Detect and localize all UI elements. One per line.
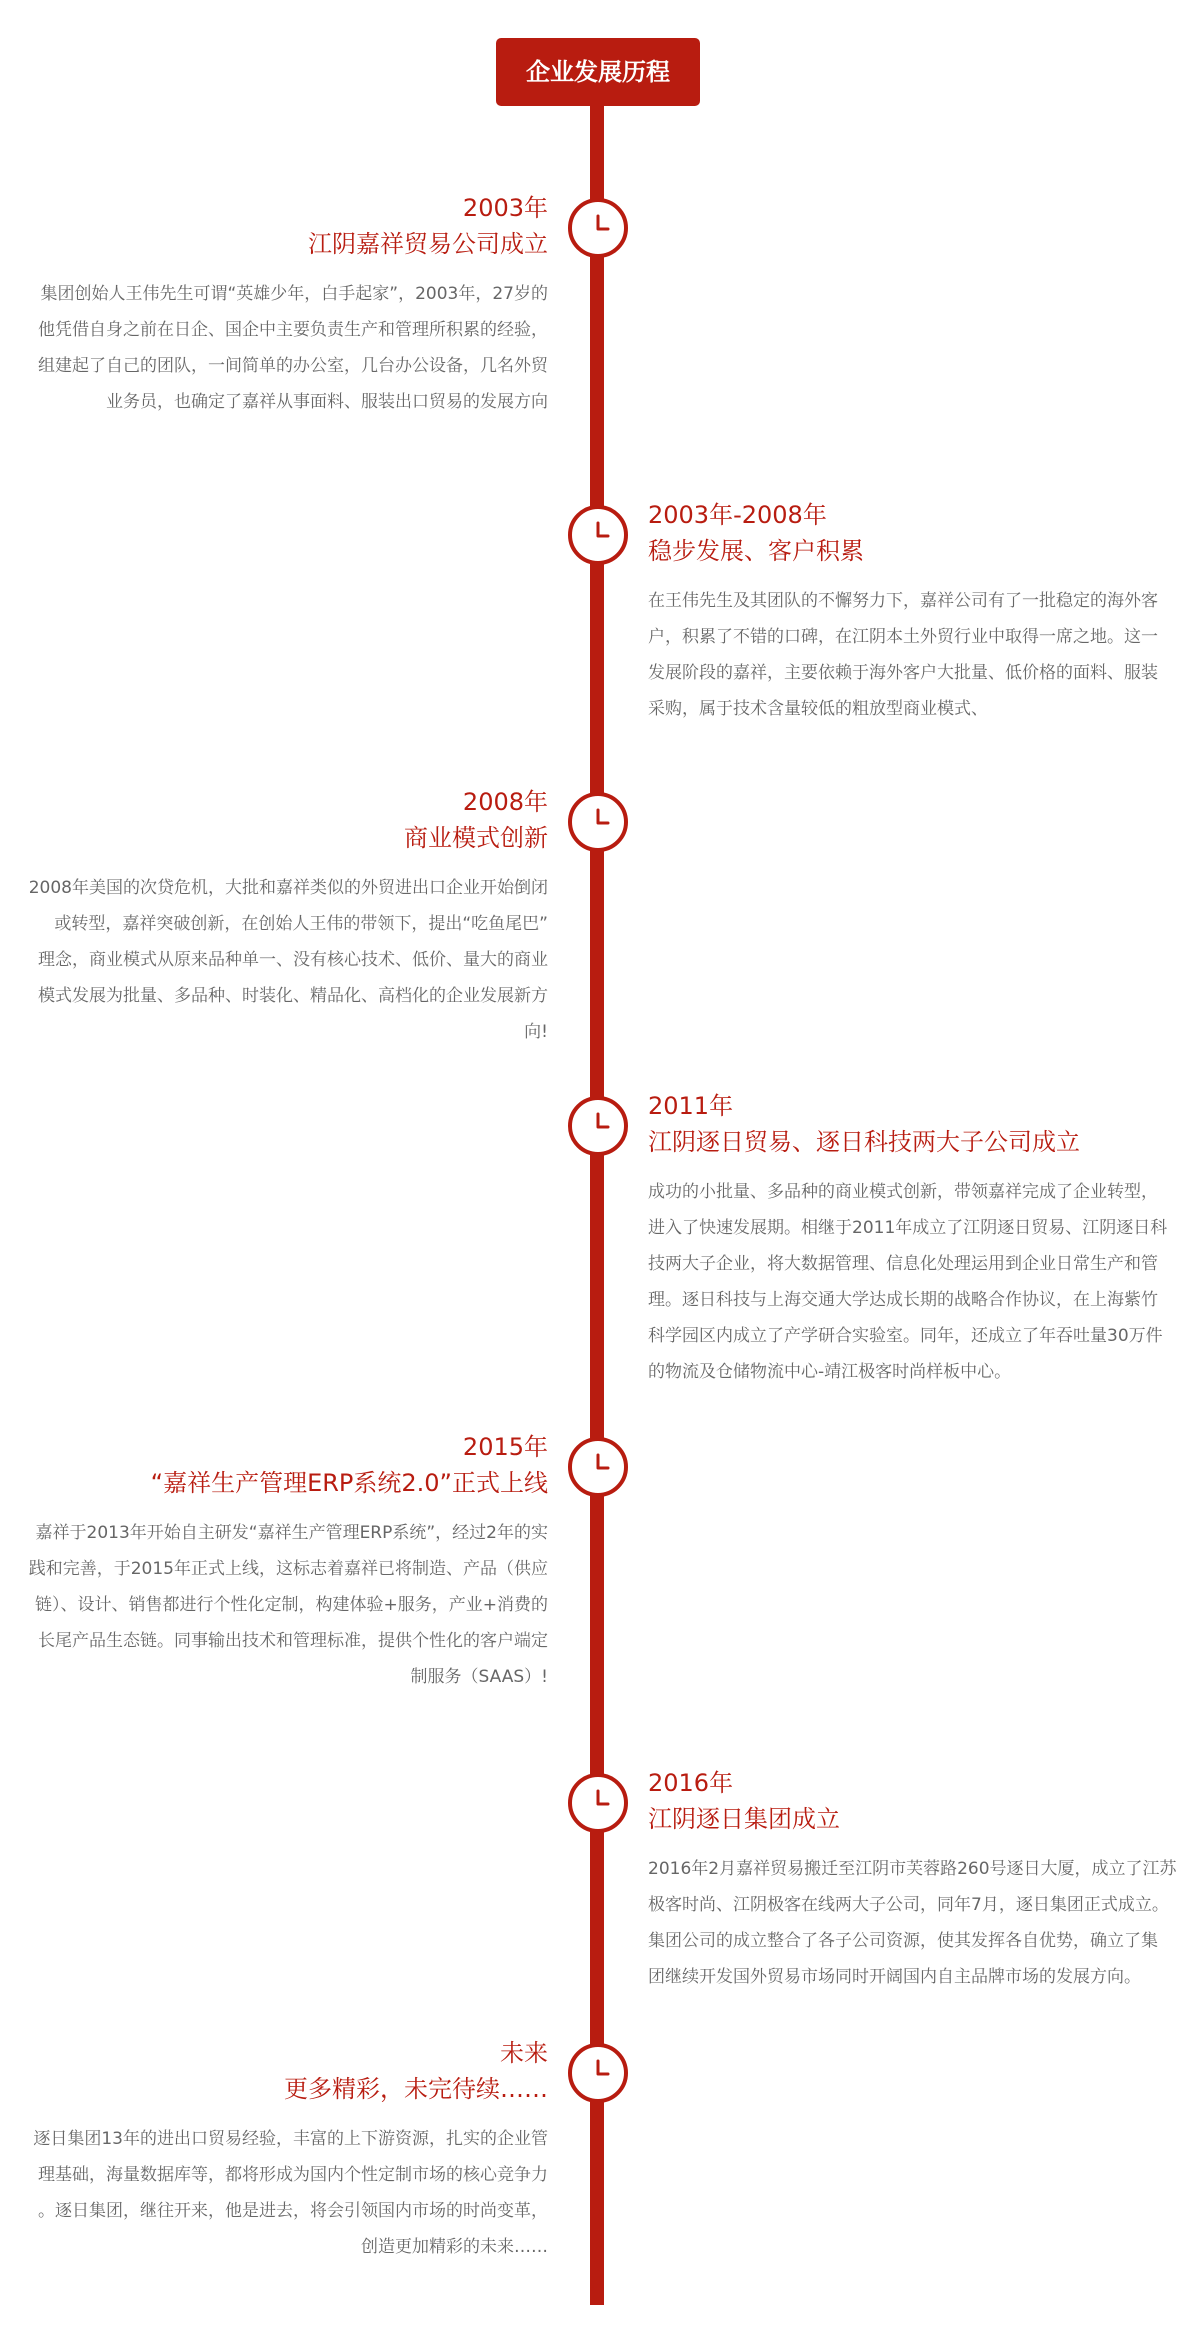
timeline-entry-2016	[648, 1765, 1200, 1995]
entry-year: 未来	[500, 2039, 548, 2067]
entry-year: 2011年	[648, 1092, 734, 1120]
entry-heading: 更多精彩，未完待续……	[284, 2075, 548, 2103]
clock-icon	[568, 505, 628, 565]
entry-heading: 江阴逐日贸易、逐日科技两大子公司成立	[648, 1128, 1080, 1156]
entry-description: 成功的小批量、多品种的商业模式创新，带领嘉祥完成了企业转型， 进入了快速发展期。相继于2011年成立了江阴逐日贸易、江阴逐日科 技两大子企业，将大数据管理、信息化处理运用到企业日常生产和管 理。逐日科技与上海交通大学达成长期的战略合作协议，在上海紫竹 科学园区内成立了产学研合实验室。同年，还成立了年吞吐量30万件 的物流及仓储物流中心-靖江极客时尚样板中心。	[648, 1182, 1168, 1382]
entry-heading: 江阴逐日集团成立	[648, 1805, 840, 1833]
entry-heading: 江阴嘉祥贸易公司成立	[308, 230, 548, 258]
entry-year: 2016年	[648, 1769, 734, 1797]
timeline-entry-2003-2008	[648, 497, 1200, 727]
clock-icon	[568, 198, 628, 258]
clock-icon	[568, 2043, 628, 2103]
entry-year: 2008年	[462, 788, 548, 816]
entry-description: 在王伟先生及其团队的不懈努力下，嘉祥公司有了一批稳定的海外客 户，积累了不错的口碑，在江阴本土外贸行业中取得一席之地。这一 发展阶段的嘉祥，主要依赖于海外客户大批量、低价格的面料、服装 采购，属于技术含量较低的粗放型商业模式、	[648, 591, 1158, 719]
timeline-entry-2003	[0, 190, 548, 420]
clock-icon	[568, 1096, 628, 1156]
clock-icon	[568, 1773, 628, 1833]
timeline-entry-2011	[648, 1088, 1200, 1390]
timeline-entry-2015	[0, 1429, 548, 1695]
clock-icon	[568, 792, 628, 852]
entry-description: 2008年美国的次贷危机，大批和嘉祥类似的外贸进出口企业开始倒闭 或转型，嘉祥突破创新，在创始人王伟的带领下，提出“吃鱼尾巴” 理念，商业模式从原来品种单一、没有核心技术、低价、量大的商业 模式发展为批量、多品种、时装化、精品化、高档化的企业发展新方 向!	[28, 878, 548, 1042]
entry-year: 2003年-2008年	[648, 501, 827, 529]
entry-description: 2016年2月嘉祥贸易搬迁至江阴市芙蓉路260号逐日大厦，成立了江苏 极客时尚、江阴极客在线两大子公司，同年7月，逐日集团正式成立。 集团公司的成立整合了各子公司资源，使其发挥各自优势，确立了集 团继续开发国外贸易市场同时开阔国内自主品牌市场的发展方向。	[648, 1859, 1177, 1987]
timeline-entry-2008	[0, 784, 548, 1050]
entry-heading: 稳步发展、客户积累	[648, 537, 864, 565]
entry-year: 2015年	[462, 1433, 548, 1461]
entry-description: 逐日集团13年的进出口贸易经验，丰富的上下游资源，扎实的企业管 理基础，海量数据库等，都将形成为国内个性定制市场的核心竞争力 。逐日集团，继往开来，他是进去，将会引领国内市场的时尚变革， 创造更加精彩的未来……	[33, 2129, 548, 2257]
timeline-spine	[590, 100, 604, 2305]
entry-year: 2003年	[462, 194, 548, 222]
entry-description: 嘉祥于2013年开始自主研发“嘉祥生产管理ERP系统”，经过2年的实 践和完善，于2015年正式上线，这标志着嘉祥已将制造、产品（供应 链）、设计、销售都进行个性化定制，构建体验+服务，产业+消费的 长尾产品生态链。同事输出技术和管理标准，提供个性化的客户端定 制服务（SAAS）!	[28, 1523, 548, 1687]
entry-description: 集团创始人王伟先生可谓“英雄少年，白手起家”，2003年，27岁的 他凭借自身之前在日企、国企中主要负责生产和管理所积累的经验， 组建起了自己的团队，一间简单的办公室，几台办公设备，几名外贸 业务员，也确定了嘉祥从事面料、服装出口贸易的发展方向	[38, 284, 548, 412]
page-title: 企业发展历程	[496, 38, 700, 106]
entry-heading: “嘉祥生产管理ERP系统2.0”正式上线	[150, 1469, 548, 1497]
clock-icon	[568, 1437, 628, 1497]
timeline-entry-future	[0, 2035, 548, 2265]
entry-heading: 商业模式创新	[404, 824, 548, 852]
